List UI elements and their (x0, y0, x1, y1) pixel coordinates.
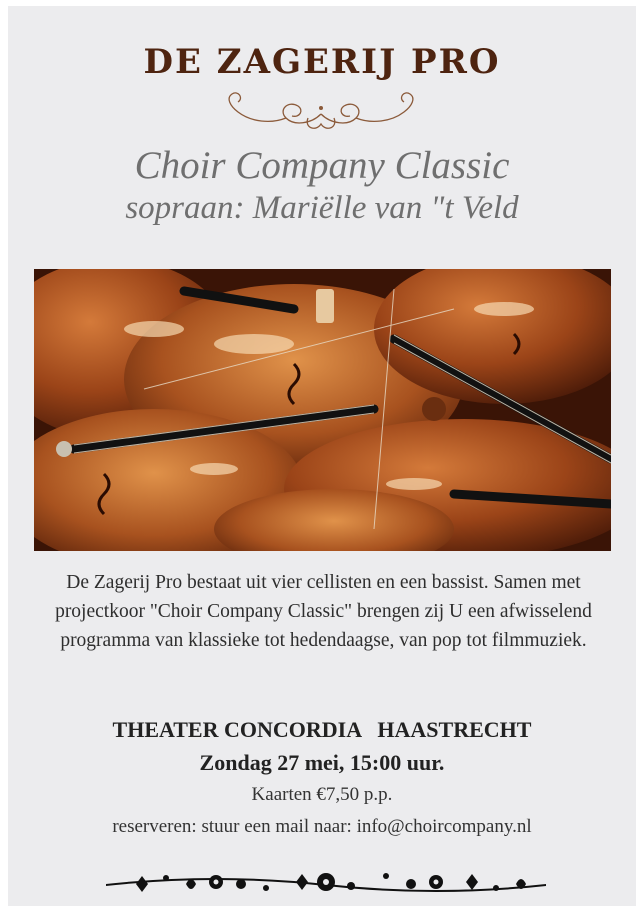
swirl-ornament-icon (216, 84, 426, 136)
date-time: Zondag 27 mei, 15:00 uur. (199, 750, 445, 775)
venue: THEATER CONCORDIA HAASTRECHT (112, 717, 532, 742)
description: De Zagerij Pro bestaat uit vier cellisten en een bassist. Samen met projectkoor "Choir Company Classic" brengen zij U een afwisselend programma van klassieke tot hedendaagse, van pop tot filmmuziek. (55, 572, 592, 651)
floral-border-icon (106, 864, 546, 898)
soloist-line: sopraan: Mariëlle van "t Veld (125, 190, 519, 226)
ensemble-title: DE ZAGERIJ PRO (143, 42, 501, 82)
ticket-price: Kaarten €7,50 p.p. (251, 784, 393, 805)
poster (8, 6, 636, 906)
reservation-info: reserveren: stuur een mail naar: info@choircompany.nl (112, 816, 532, 837)
cellos-photo (34, 269, 611, 551)
event-title: Choir Company Classic (134, 144, 510, 187)
